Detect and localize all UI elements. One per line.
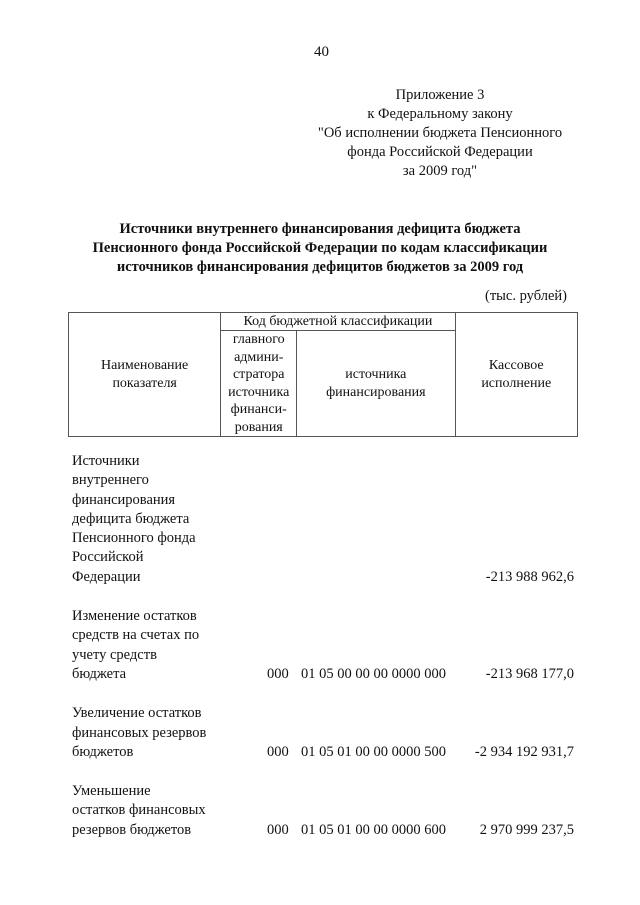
row-name-line: Пенсионного фонда <box>72 530 196 547</box>
header-admin-line: рования <box>234 419 283 435</box>
row-value: -2 934 192 931,7 <box>474 743 574 760</box>
table-row <box>72 607 582 684</box>
appendix-note <box>300 86 580 181</box>
table-row <box>72 452 582 587</box>
header-admin-line: стратора <box>232 367 285 382</box>
table-header <box>68 312 578 437</box>
row-name-line: бюджетов <box>72 743 134 760</box>
row-name-line: Федерации <box>72 568 141 585</box>
title-line: Источники внутреннего финансирования дефицита бюджета <box>119 221 521 237</box>
appendix-line: фонда Российской Федерации <box>347 144 533 160</box>
row-name-line: внутреннего <box>72 472 149 489</box>
row-name-line: Источники <box>72 453 140 469</box>
appendix-line: Приложение 3 <box>395 87 485 103</box>
header-source-line: финансирования <box>326 384 426 400</box>
row-name-line: финансирования <box>72 491 176 508</box>
row-name-line: бюджета <box>72 665 127 682</box>
row-name-line: Российской <box>72 549 144 566</box>
header-execution-line: Кассовое <box>488 358 544 373</box>
row-source-code: 01 05 01 00 00 0000 500 <box>301 743 446 760</box>
row-name-line: Увеличение остатков <box>72 705 202 722</box>
title-line: Пенсионного фонда Российской Федерации по кодам классификации <box>92 240 548 256</box>
row-admin-code: 000 <box>267 821 289 838</box>
header-admin-line: админи- <box>234 349 284 365</box>
row-value: -213 988 962,6 <box>485 568 574 585</box>
table-row <box>72 704 582 762</box>
row-name-line: средств на счетах по <box>72 627 200 644</box>
row-source-code: 01 05 00 00 00 0000 000 <box>301 665 446 682</box>
appendix-line: к Федеральному закону <box>367 106 513 122</box>
title-line: источников финансирования дефицитов бюджетов за 2009 год <box>116 259 524 275</box>
row-admin-code: 000 <box>267 665 289 682</box>
row-name-line: остатков финансовых <box>72 802 206 819</box>
row-value: -213 968 177,0 <box>485 665 574 682</box>
row-admin-code: 000 <box>267 743 289 760</box>
row-name-line: Уменьшение <box>72 783 151 800</box>
header-admin <box>221 331 297 437</box>
appendix-line: "Об исполнении бюджета Пенсионного <box>317 125 563 141</box>
table-row <box>72 782 582 840</box>
row-source-code: 01 05 01 00 00 0000 600 <box>301 821 446 838</box>
row-name-line: резервов бюджетов <box>72 821 192 838</box>
row-name-line: Изменение остатков <box>72 608 197 625</box>
document-title <box>60 220 580 277</box>
header-name <box>69 313 221 437</box>
row-name-line: учету средств <box>72 646 157 663</box>
header-name-line: показателя <box>112 375 177 391</box>
units-label: (тыс. рублей) <box>485 288 567 304</box>
row-value: 2 970 999 237,5 <box>479 821 574 838</box>
header-source-line: источника <box>345 367 407 382</box>
row-name-line: дефицита бюджета <box>72 510 190 527</box>
header-execution-line: исполнение <box>481 375 552 391</box>
appendix-line: за 2009 год" <box>402 163 478 179</box>
header-name-line: Наименование <box>101 358 189 373</box>
header-admin-line: главного <box>232 332 285 347</box>
page-number: 40 <box>314 44 329 60</box>
header-source <box>297 331 455 437</box>
header-admin-line: источника <box>228 384 290 400</box>
header-code-group: Код бюджетной классификации <box>221 313 455 331</box>
row-name-line: финансовых резервов <box>72 724 207 741</box>
table-body <box>72 452 582 860</box>
header-admin-line: финанси- <box>230 402 287 417</box>
header-execution <box>455 313 577 437</box>
